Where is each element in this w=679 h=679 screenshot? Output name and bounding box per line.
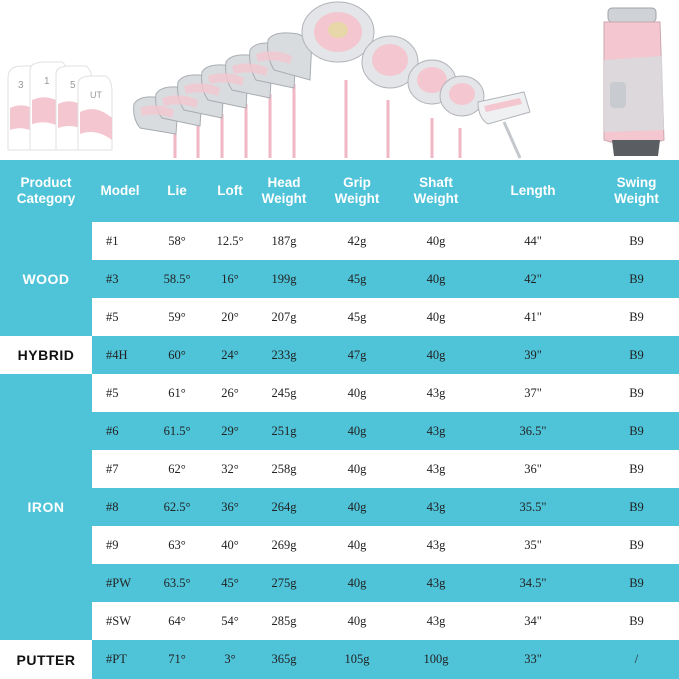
header-swing-weight: Swing Weight (594, 160, 679, 222)
header-lie: Lie (148, 160, 206, 222)
table-row (0, 336, 679, 374)
cell-lie: 62.5° (148, 488, 206, 526)
cell-grip-weight: 105g (314, 640, 400, 679)
cell-swing-weight: B9 (594, 222, 679, 260)
table-row (0, 412, 679, 450)
category-hybrid: HYBRID (0, 336, 92, 374)
cell-length: 36.5" (472, 412, 594, 450)
cell-head-weight: 275g (254, 564, 314, 602)
cell-head-weight: 187g (254, 222, 314, 260)
table-row (0, 640, 679, 679)
table-row (0, 526, 679, 564)
cell-head-weight: 285g (254, 602, 314, 640)
putter (478, 92, 530, 158)
cell-model: #9 (92, 526, 148, 564)
cell-head-weight: 269g (254, 526, 314, 564)
cell-shaft-weight: 43g (400, 450, 472, 488)
cell-grip-weight: 40g (314, 602, 400, 640)
cell-loft: 32° (206, 450, 254, 488)
cell-length: 35" (472, 526, 594, 564)
cell-head-weight: 365g (254, 640, 314, 679)
header-length: Length (472, 160, 594, 222)
cell-grip-weight: 40g (314, 412, 400, 450)
headcover-ut-label: UT (90, 90, 102, 100)
cell-head-weight: 199g (254, 260, 314, 298)
cell-swing-weight: B9 (594, 602, 679, 640)
cell-loft: 40° (206, 526, 254, 564)
golf-bag (604, 8, 664, 156)
headcover-3-label: 3 (18, 80, 24, 91)
cell-loft: 16° (206, 260, 254, 298)
cell-swing-weight: B9 (594, 260, 679, 298)
woods (302, 2, 484, 158)
cell-shaft-weight: 40g (400, 298, 472, 336)
cell-length: 34.5" (472, 564, 594, 602)
cell-model: #5 (92, 374, 148, 412)
table-row (0, 222, 679, 260)
cell-shaft-weight: 40g (400, 336, 472, 374)
cell-shaft-weight: 100g (400, 640, 472, 679)
cell-swing-weight: B9 (594, 336, 679, 374)
cell-shaft-weight: 40g (400, 260, 472, 298)
specification-table (0, 160, 679, 679)
cell-lie: 61.5° (148, 412, 206, 450)
cell-grip-weight: 45g (314, 260, 400, 298)
cell-swing-weight: B9 (594, 450, 679, 488)
cell-shaft-weight: 43g (400, 564, 472, 602)
cell-swing-weight: B9 (594, 526, 679, 564)
table-row (0, 450, 679, 488)
cell-model: #6 (92, 412, 148, 450)
header-shaft-weight: Shaft Weight (400, 160, 472, 222)
cell-length: 37" (472, 374, 594, 412)
cell-length: 35.5" (472, 488, 594, 526)
table-row (0, 488, 679, 526)
header-grip-weight: Grip Weight (314, 160, 400, 222)
table-row (0, 260, 679, 298)
cell-lie: 59° (148, 298, 206, 336)
product-image (0, 0, 679, 160)
cell-model: #PW (92, 564, 148, 602)
cell-loft: 26° (206, 374, 254, 412)
cell-head-weight: 233g (254, 336, 314, 374)
cell-grip-weight: 40g (314, 450, 400, 488)
cell-lie: 62° (148, 450, 206, 488)
table-row (0, 564, 679, 602)
cell-loft: 3° (206, 640, 254, 679)
cell-loft: 54° (206, 602, 254, 640)
irons (134, 33, 312, 158)
category-wood: WOOD (0, 222, 92, 336)
cell-length: 33" (472, 640, 594, 679)
cell-swing-weight: / (594, 640, 679, 679)
cell-shaft-weight: 43g (400, 374, 472, 412)
cell-swing-weight: B9 (594, 412, 679, 450)
cell-lie: 63° (148, 526, 206, 564)
cell-loft: 45° (206, 564, 254, 602)
cell-model: #PT (92, 640, 148, 679)
cell-head-weight: 207g (254, 298, 314, 336)
cell-length: 42" (472, 260, 594, 298)
cell-grip-weight: 45g (314, 298, 400, 336)
header-model: Model (92, 160, 148, 222)
cell-lie: 63.5° (148, 564, 206, 602)
cell-lie: 61° (148, 374, 206, 412)
cell-shaft-weight: 43g (400, 412, 472, 450)
cell-loft: 24° (206, 336, 254, 374)
cell-lie: 71° (148, 640, 206, 679)
golf-set-illustration (0, 0, 679, 160)
table-body (0, 222, 679, 679)
cell-shaft-weight: 40g (400, 222, 472, 260)
header-loft: Loft (206, 160, 254, 222)
cell-loft: 36° (206, 488, 254, 526)
cell-swing-weight: B9 (594, 298, 679, 336)
cell-swing-weight: B9 (594, 564, 679, 602)
cell-loft: 29° (206, 412, 254, 450)
cell-lie: 60° (148, 336, 206, 374)
cell-lie: 58.5° (148, 260, 206, 298)
cell-model: #7 (92, 450, 148, 488)
cell-head-weight: 251g (254, 412, 314, 450)
cell-head-weight: 245g (254, 374, 314, 412)
cell-shaft-weight: 43g (400, 526, 472, 564)
cell-grip-weight: 40g (314, 526, 400, 564)
headcovers (8, 62, 112, 150)
cell-length: 36" (472, 450, 594, 488)
cell-shaft-weight: 43g (400, 488, 472, 526)
cell-shaft-weight: 43g (400, 602, 472, 640)
cell-model: #3 (92, 260, 148, 298)
cell-model: #SW (92, 602, 148, 640)
cell-grip-weight: 42g (314, 222, 400, 260)
cell-head-weight: 264g (254, 488, 314, 526)
cell-head-weight: 258g (254, 450, 314, 488)
headcover-1-label: 1 (44, 76, 50, 87)
header-product-category: Product Category (0, 160, 92, 222)
cell-lie: 64° (148, 602, 206, 640)
table-header (0, 160, 679, 222)
header-head-weight: Head Weight (254, 160, 314, 222)
cell-model: #4H (92, 336, 148, 374)
headcover-5-label: 5 (70, 80, 76, 91)
category-iron: IRON (0, 374, 92, 640)
cell-grip-weight: 40g (314, 488, 400, 526)
cell-grip-weight: 40g (314, 564, 400, 602)
category-putter: PUTTER (0, 640, 92, 679)
cell-model: #1 (92, 222, 148, 260)
cell-swing-weight: B9 (594, 374, 679, 412)
cell-loft: 20° (206, 298, 254, 336)
cell-grip-weight: 47g (314, 336, 400, 374)
table-row (0, 374, 679, 412)
table-row (0, 298, 679, 336)
cell-loft: 12.5° (206, 222, 254, 260)
cell-length: 41" (472, 298, 594, 336)
cell-length: 34" (472, 602, 594, 640)
cell-model: #5 (92, 298, 148, 336)
cell-model: #8 (92, 488, 148, 526)
cell-lie: 58° (148, 222, 206, 260)
cell-grip-weight: 40g (314, 374, 400, 412)
table-row (0, 602, 679, 640)
cell-swing-weight: B9 (594, 488, 679, 526)
cell-length: 39" (472, 336, 594, 374)
cell-length: 44" (472, 222, 594, 260)
